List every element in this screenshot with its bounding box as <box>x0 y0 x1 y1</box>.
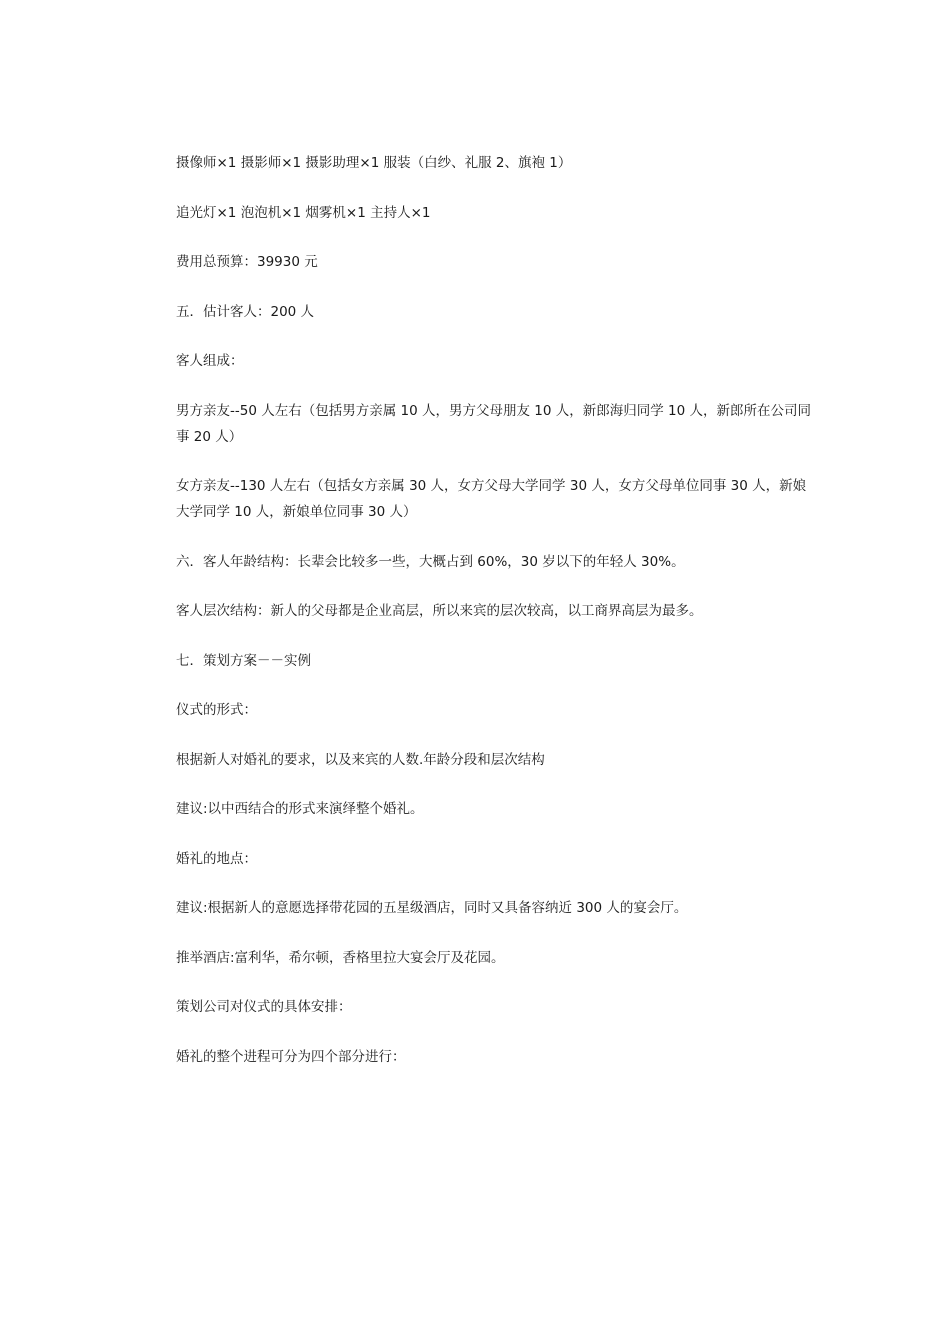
paragraph-estimated-guests: 五．估计客人：200 人 <box>176 303 315 320</box>
paragraph-plan-heading: 七．策划方案－－实例 <box>176 652 311 669</box>
paragraph-age-structure: 六．客人年龄结构：长辈会比较多一些，大概占到 60%，30 岁以下的年轻人 30%。 <box>176 553 685 570</box>
paragraph-equipment-1: 摄像师×1 摄影师×1 摄影助理×1 服装（白纱、礼服 2、旗袍 1） <box>176 155 572 171</box>
paragraph-ceremony-form: 仪式的形式： <box>176 702 257 718</box>
paragraph-arrangement: 策划公司对仪式的具体安排： <box>176 999 352 1015</box>
paragraph-groom-side: 男方亲友--50 人左右（包括男方亲属 10 人，男方父母朋友 10 人，新郎海归同学 10 人，新郎所在公司同事 20 人） <box>176 402 811 445</box>
paragraph-requirements: 根据新人对婚礼的要求，以及来宾的人数.年龄分段和层次结构 <box>176 751 545 768</box>
paragraph-venue-suggestion: 建议:根据新人的意愿选择带花园的五星级酒店，同时又具备容纳近 300 人的宴会厅。 <box>176 900 688 916</box>
paragraph-form-suggestion: 建议:以中西结合的形式来演绎整个婚礼。 <box>176 801 424 817</box>
paragraph-recommended-hotels: 推举酒店:富利华，希尔顿，香格里拉大宴会厅及花园。 <box>176 949 505 966</box>
paragraph-bride-side: 女方亲友--130 人左右（包括女方亲属 30 人，女方父母大学同学 30 人，女方父母单位同事 30 人，新娘大学同学 10 人，新娘单位同事 30 人） <box>176 478 807 520</box>
paragraph-equipment-2: 追光灯×1 泡泡机×1 烟雾机×1 主持人×1 <box>176 204 431 221</box>
paragraph-total-budget: 费用总预算：39930 元 <box>176 254 318 270</box>
paragraph-venue: 婚礼的地点： <box>176 850 257 867</box>
paragraph-guest-level: 客人层次结构：新人的父母都是企业高层，所以来宾的层次较高，以工商界高层为最多。 <box>176 603 703 619</box>
document-body <box>176 150 816 1093</box>
paragraph-process: 婚礼的整个进程可分为四个部分进行： <box>176 1048 406 1065</box>
paragraph-guest-composition: 客人组成： <box>176 353 244 369</box>
